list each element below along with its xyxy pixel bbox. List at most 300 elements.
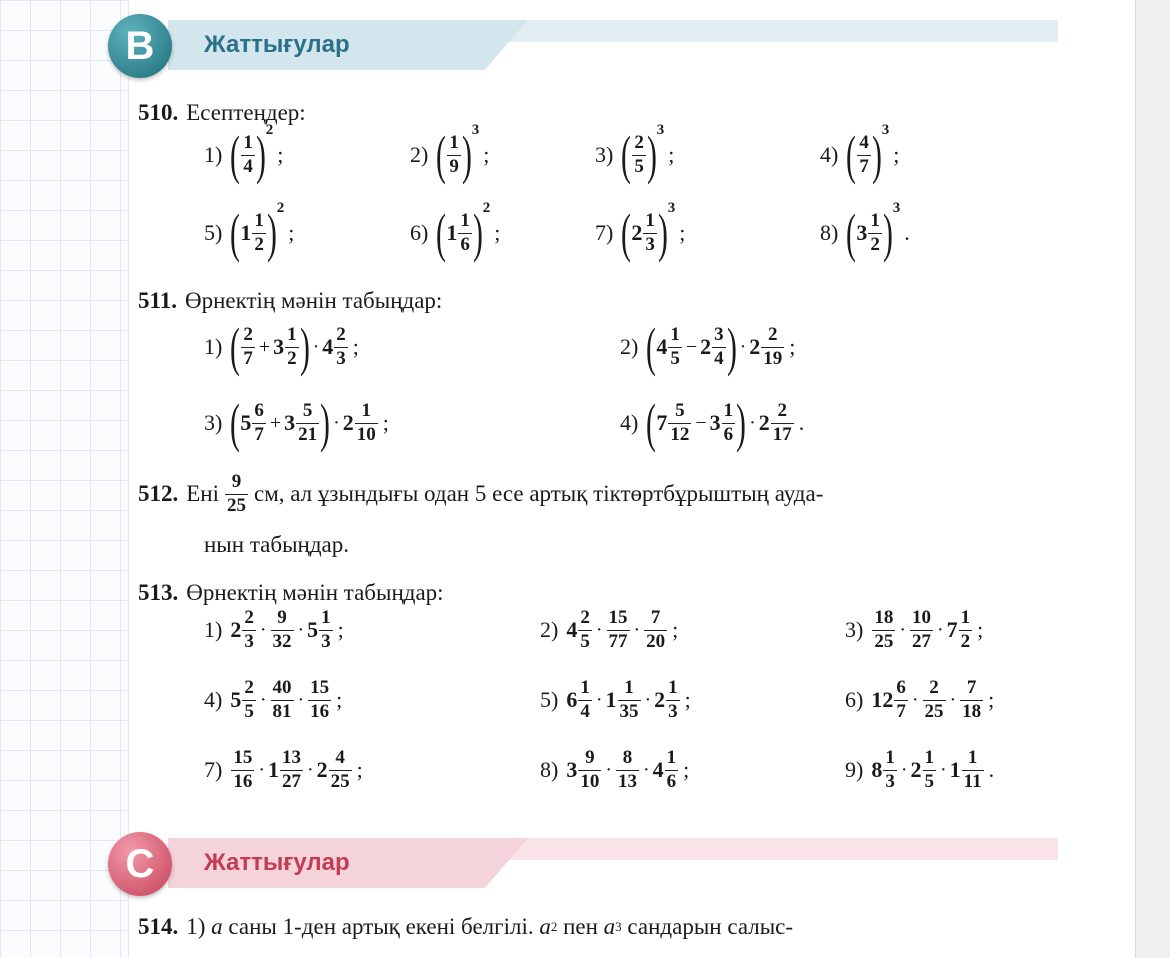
section-c-badge: C (108, 832, 172, 896)
numerator: 5 (302, 399, 313, 421)
whole-part: 3 (284, 410, 296, 435)
exercise-item (540, 608, 678, 653)
denominator: 25 (330, 770, 350, 792)
denominator: 32 (272, 630, 292, 652)
denominator: 16 (233, 770, 253, 792)
fraction (872, 608, 895, 653)
denominator: 2 (870, 233, 880, 255)
operator: · (643, 758, 650, 781)
whole-part: 5 (230, 687, 242, 713)
numerator: 4 (859, 131, 869, 153)
whole-part: 4 (322, 334, 334, 359)
punctuation: ; (977, 617, 984, 643)
fraction (458, 211, 472, 256)
numerator: 1 (580, 677, 590, 698)
denominator: 7 (243, 347, 253, 369)
numerator: 3 (714, 323, 724, 345)
denominator: 5 (924, 770, 934, 792)
exercise-item (820, 200, 910, 263)
whole-part: 6 (566, 687, 578, 713)
exercise-item (845, 678, 994, 723)
denominator: 27 (282, 770, 301, 792)
section-b-title: Жаттығулар (204, 31, 350, 58)
numerator: 1 (723, 399, 734, 421)
punctuation: ; (893, 142, 900, 167)
variable-a: a (539, 914, 551, 939)
punctuation: ; (382, 410, 389, 435)
whole-part: 1 (605, 687, 617, 713)
exercise-item (410, 122, 490, 185)
right-paren: ) (882, 203, 893, 263)
fraction (960, 678, 983, 723)
denominator: 3 (321, 630, 331, 652)
item-label: 1) (204, 142, 223, 167)
denominator: 77 (608, 630, 628, 652)
numerator: 8 (622, 747, 633, 768)
fraction (296, 401, 319, 446)
operator: + (258, 335, 271, 358)
punctuation: ; (988, 687, 995, 713)
grid-margin (0, 0, 129, 958)
punctuation: ; (288, 220, 295, 245)
numerator: 15 (233, 747, 253, 768)
fraction (280, 748, 303, 793)
exercise-number: 512. (138, 481, 179, 507)
right-paren: ) (472, 203, 483, 263)
exercise-number: 511. (138, 288, 177, 313)
fraction (231, 748, 254, 793)
whole-part: 2 (316, 757, 328, 783)
exercise-item (595, 200, 686, 263)
exercise-item (845, 748, 994, 793)
whole-part: 3 (273, 334, 285, 359)
numerator: 1 (668, 677, 678, 698)
exponent: 2 (550, 919, 558, 934)
numerator: 1 (243, 131, 253, 153)
numerator: 15 (310, 677, 330, 698)
exercise-512-line2: нын табыңдар. (204, 532, 349, 557)
exercise-number: 510. (138, 100, 179, 125)
item-label: 6) (410, 220, 429, 245)
section-b-badge: B (108, 14, 172, 78)
numerator: 1 (960, 607, 971, 628)
operator: · (297, 618, 305, 641)
exponent: 2 (265, 122, 274, 138)
exponent: 2 (482, 200, 491, 216)
whole-part: 5 (307, 617, 319, 643)
punctuation: ; (683, 757, 690, 783)
punctuation: ; (352, 334, 359, 359)
whole-part: 2 (910, 757, 922, 783)
item-label: 9) (845, 757, 864, 783)
whole-part: 1 (446, 220, 458, 245)
text-before: Ені (186, 481, 219, 507)
whole-part: 4 (566, 617, 578, 643)
denominator: 4 (243, 155, 253, 177)
item-label: 2) (620, 334, 639, 359)
whole-part: 2 (654, 687, 666, 713)
left-paren: ( (846, 203, 857, 263)
punctuation: ; (679, 220, 686, 245)
exercise-item (204, 393, 389, 453)
section-c-header (108, 838, 1058, 888)
fraction (959, 608, 973, 653)
exercise-item (820, 122, 900, 185)
whole-part: 5 (240, 410, 252, 435)
punctuation: ; (336, 687, 343, 713)
denominator: 4 (580, 700, 590, 722)
fraction (447, 133, 461, 178)
operator: · (633, 618, 641, 641)
denominator: 27 (912, 630, 931, 652)
operator: · (259, 688, 267, 711)
fraction (271, 608, 294, 653)
whole-part: 1 (949, 757, 961, 783)
fraction (923, 748, 937, 793)
operator: · (937, 618, 944, 641)
right-paren: ) (320, 393, 331, 453)
denominator: 5 (244, 700, 254, 722)
exponent: 3 (892, 200, 901, 216)
right-paren: ) (646, 125, 657, 185)
item-label: 8) (820, 220, 839, 245)
numerator: 1 (287, 323, 297, 345)
fraction (632, 133, 646, 178)
operator: · (749, 411, 756, 434)
numerator: 2 (244, 677, 254, 698)
item-label: 6) (845, 687, 864, 713)
numerator: 1 (361, 399, 371, 421)
fraction (329, 748, 352, 793)
denominator: 7 (254, 423, 264, 445)
text-1: саны 1-ден артық екені белгілі. (228, 914, 534, 939)
item-label: 3) (204, 410, 223, 435)
denominator: 3 (645, 233, 655, 255)
whole-part: 1 (240, 220, 252, 245)
right-paren: ) (871, 125, 882, 185)
fraction (242, 678, 256, 723)
numerator: 1 (666, 747, 677, 768)
fraction (722, 401, 736, 446)
left-paren: ( (621, 125, 632, 185)
numerator: 10 (912, 607, 931, 628)
whole-part: 2 (230, 617, 242, 643)
fraction (666, 678, 680, 723)
item-label: 2) (410, 142, 429, 167)
denominator: 16 (310, 700, 330, 722)
denominator: 5 (634, 155, 644, 177)
denominator: 13 (618, 770, 637, 792)
fraction (252, 211, 266, 256)
exponent: 3 (881, 122, 890, 138)
fraction (668, 325, 682, 370)
whole-part: 2 (631, 220, 643, 245)
operator: + (269, 411, 282, 434)
numerator: 2 (580, 607, 590, 628)
fraction (923, 678, 946, 723)
fraction (241, 325, 255, 370)
exercise-item (204, 317, 359, 377)
exercise-512-text (138, 472, 823, 517)
numerator: 1 (670, 323, 680, 345)
punctuation: ; (277, 142, 284, 167)
left-paren: ( (230, 203, 241, 263)
operator: · (644, 688, 652, 711)
denominator: 12 (670, 423, 690, 445)
denominator: 6 (666, 770, 677, 792)
denominator: 25 (874, 630, 894, 652)
left-paren: ( (846, 125, 857, 185)
whole-part: 2 (342, 410, 354, 435)
denominator: 20 (646, 630, 666, 652)
denominator: 3 (668, 700, 678, 722)
exercise-item (204, 200, 295, 263)
exercise-number: 513. (138, 580, 179, 605)
fraction (962, 748, 984, 793)
operator: · (312, 335, 320, 358)
exercise-513-heading (138, 580, 444, 606)
whole-part: 3 (856, 220, 868, 245)
exercise-item (540, 678, 691, 723)
exercise-item (410, 200, 501, 263)
operator: · (307, 758, 314, 781)
numerator: 1 (624, 677, 634, 698)
item-label: 4) (620, 410, 639, 435)
right-paren: ) (736, 393, 747, 453)
fraction (334, 325, 348, 370)
exercise-item (204, 748, 363, 793)
exponent: 3 (667, 200, 676, 216)
denominator: 5 (670, 347, 680, 369)
operator: · (605, 758, 612, 781)
denominator: 19 (763, 347, 783, 369)
denominator: 17 (772, 423, 792, 445)
operator: · (297, 688, 305, 711)
exercise-item (620, 317, 796, 377)
fraction (771, 401, 794, 446)
item-label: 5) (540, 687, 559, 713)
item-label: 4) (820, 142, 839, 167)
item-label: 7) (595, 220, 614, 245)
operator: · (911, 688, 919, 711)
left-paren: ( (436, 203, 447, 263)
numerator: 6 (896, 677, 906, 698)
denominator: 3 (336, 347, 346, 369)
section-c-title: Жаттығулар (204, 849, 350, 876)
operator: · (333, 411, 340, 434)
denominator: 2 (287, 347, 297, 369)
item-label: 1) (186, 914, 206, 939)
operator: − (685, 335, 698, 358)
denominator: 25 (227, 494, 246, 516)
whole-part: 2 (700, 334, 712, 359)
fraction (910, 608, 933, 653)
exercise-item (204, 122, 284, 185)
item-label: 2) (540, 617, 559, 643)
denominator: 81 (272, 700, 292, 722)
text-3: сандарын салыс- (627, 914, 794, 939)
punctuation: ; (337, 617, 344, 643)
exponent: 3 (471, 122, 480, 138)
fraction (616, 748, 639, 793)
fraction (618, 678, 641, 723)
numerator: 7 (966, 677, 977, 698)
right-paren: ) (299, 317, 310, 377)
exponent: 2 (276, 200, 285, 216)
numerator: 18 (874, 607, 894, 628)
item-label: 7) (204, 757, 223, 783)
whole-part: 3 (566, 757, 578, 783)
item-label: 4) (204, 687, 223, 713)
fraction (252, 401, 266, 446)
fraction (857, 133, 871, 178)
operator: · (940, 758, 947, 781)
operator: · (900, 758, 908, 781)
whole-part: 4 (656, 334, 668, 359)
width-fraction (225, 472, 248, 517)
whole-part: 4 (652, 757, 664, 783)
fraction (355, 401, 378, 446)
denominator: 3 (244, 630, 254, 652)
fraction (665, 748, 679, 793)
left-paren: ( (621, 203, 632, 263)
numerator: 1 (885, 747, 895, 768)
section-b-header (108, 20, 1058, 70)
numerator: 1 (870, 209, 880, 231)
numerator: 1 (254, 209, 264, 231)
operator: · (595, 618, 603, 641)
item-label: 1) (204, 334, 223, 359)
numerator: 4 (335, 747, 345, 768)
whole-part: 8 (871, 757, 883, 783)
text-after: см, ал ұзындығы одан 5 есе артық тіктөртбұрыштың ауда- (254, 481, 824, 507)
text-2: пен (563, 914, 598, 939)
fraction (242, 608, 256, 653)
punctuation: ; (672, 617, 679, 643)
denominator: 21 (298, 423, 318, 445)
numerator: 2 (244, 607, 254, 628)
operator: · (595, 688, 603, 711)
denominator: 9 (449, 155, 459, 177)
exponent: 3 (656, 122, 665, 138)
fraction (578, 608, 592, 653)
exercise-item (204, 678, 342, 723)
numerator: 13 (282, 747, 301, 768)
item-label: 5) (204, 220, 223, 245)
fraction (319, 608, 333, 653)
numerator: 7 (650, 607, 661, 628)
numerator: 9 (231, 471, 242, 492)
fraction (668, 401, 691, 446)
left-paren: ( (646, 393, 657, 453)
numerator: 6 (254, 399, 264, 421)
fraction (643, 211, 657, 256)
left-paren: ( (230, 125, 241, 185)
denominator: 2 (960, 630, 971, 652)
denominator: 2 (254, 233, 264, 255)
fraction (578, 678, 592, 723)
denominator: 18 (962, 700, 982, 722)
numerator: 9 (277, 607, 287, 628)
punctuation: ; (668, 142, 675, 167)
operator: · (258, 758, 265, 781)
exercise-number: 514. (138, 914, 179, 939)
numerator: 2 (768, 323, 778, 345)
numerator: 2 (243, 323, 253, 345)
punctuation: ; (356, 757, 363, 783)
denominator: 25 (924, 700, 944, 722)
denominator: 7 (896, 700, 906, 722)
punctuation: ; (483, 142, 490, 167)
numerator: 2 (634, 131, 644, 153)
denominator: 35 (619, 700, 639, 722)
exercise-510-heading (138, 100, 306, 126)
numerator: 1 (449, 131, 459, 153)
exercise-title: Өрнектің мәнін табыңдар: (184, 288, 443, 313)
fraction (271, 678, 294, 723)
numerator: 2 (929, 677, 939, 698)
exercise-514-text (138, 914, 793, 940)
punctuation: ; (684, 687, 691, 713)
fraction (578, 748, 601, 793)
item-label: 8) (540, 757, 559, 783)
punctuation: . (904, 220, 910, 245)
numerator: 2 (336, 323, 346, 345)
numerator: 5 (675, 399, 685, 421)
punctuation: . (798, 410, 805, 435)
denominator: 4 (714, 347, 724, 369)
exercise-title: Есептеңдер: (186, 100, 306, 125)
fraction (241, 133, 255, 178)
left-paren: ( (230, 393, 241, 453)
whole-part: 3 (709, 410, 721, 435)
right-paren: ) (726, 317, 737, 377)
variable-a: a (603, 914, 616, 939)
punctuation: ; (494, 220, 501, 245)
denominator: 6 (723, 423, 734, 445)
operator: − (695, 411, 707, 434)
exercise-511-heading (138, 288, 442, 314)
item-label: 1) (204, 617, 223, 643)
numerator: 1 (967, 747, 978, 768)
whole-part: 12 (871, 687, 894, 713)
numerator: 9 (585, 747, 595, 768)
denominator: 7 (859, 155, 869, 177)
denominator: 10 (356, 423, 376, 445)
exercise-title: Өрнектің мәнін табыңдар: (186, 580, 444, 605)
whole-part: 2 (758, 410, 770, 435)
left-paren: ( (436, 125, 447, 185)
fraction (308, 678, 331, 723)
left-paren: ( (646, 317, 657, 377)
operator: · (739, 335, 747, 358)
left-paren: ( (230, 317, 241, 377)
fraction (607, 608, 630, 653)
right-paren: ) (657, 203, 668, 263)
punctuation: . (988, 757, 995, 783)
fraction (285, 325, 299, 370)
denominator: 6 (460, 233, 470, 255)
numerator: 2 (777, 399, 787, 421)
exercise-item (204, 608, 344, 653)
numerator: 1 (924, 747, 934, 768)
whole-part: 7 (946, 617, 958, 643)
exercise-item (620, 393, 805, 453)
fraction (761, 325, 784, 370)
fraction (868, 211, 882, 256)
numerator: 15 (608, 607, 628, 628)
numerator: 1 (645, 209, 655, 231)
